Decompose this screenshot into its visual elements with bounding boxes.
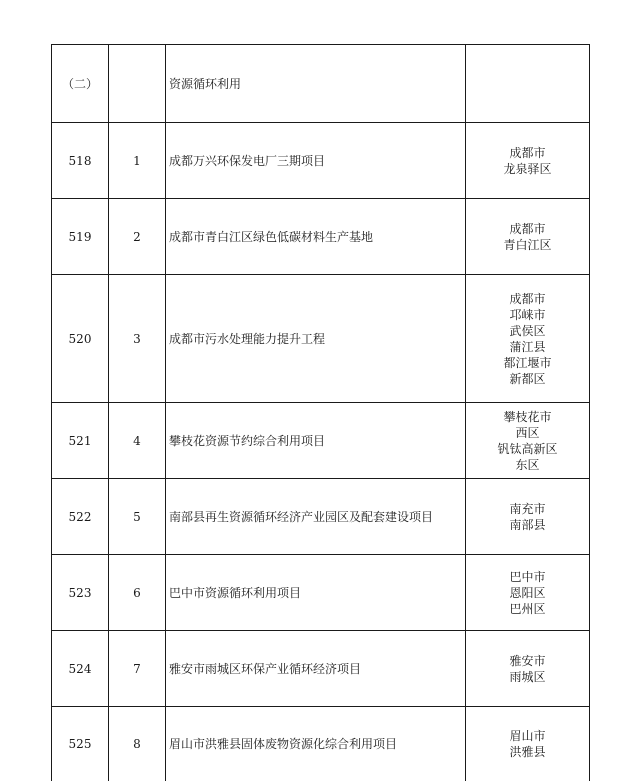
table-row [52,707,590,781]
project-name: 巴中市资源循环利用项目 [166,555,466,631]
row-index: 1 [109,123,166,199]
section-index [109,45,166,123]
project-location [466,631,590,707]
location-line: 巴州区 [509,601,546,616]
row-number: 523 [52,555,109,631]
project-location [466,275,590,403]
project-location [466,403,590,479]
project-name: 攀枝花资源节约综合利用项目 [166,403,466,479]
location-line: 青白江区 [503,237,552,252]
table-row [52,631,590,707]
section-number: （二） [52,45,109,123]
project-name: 眉山市洪雅县固体废物资源化综合利用项目 [166,707,466,781]
row-number: 524 [52,631,109,707]
row-index: 2 [109,199,166,275]
location-line: 都江堰市 [503,355,552,370]
table-row [52,403,590,479]
project-location [466,707,590,781]
location-line: 眉山市 [509,728,546,743]
location-line: 龙泉驿区 [503,161,552,176]
location-line: 雨城区 [509,669,546,684]
project-name: 成都市青白江区绿色低碳材料生产基地 [166,199,466,275]
project-location [466,555,590,631]
location-line: 成都市 [509,291,546,306]
location-line: 雅安市 [509,653,546,668]
location-line: 钒钛高新区 [497,441,558,456]
table-row [52,199,590,275]
row-index: 7 [109,631,166,707]
project-name: 成都万兴环保发电厂三期项目 [166,123,466,199]
location-line: 南充市 [509,501,546,516]
row-index: 5 [109,479,166,555]
section-title: 资源循环利用 [166,45,466,123]
section-row [52,45,590,123]
row-number: 521 [52,403,109,479]
project-location [466,123,590,199]
table-row [52,275,590,403]
project-name: 成都市污水处理能力提升工程 [166,275,466,403]
project-name: 南部县再生资源循环经济产业园区及配套建设项目 [166,479,466,555]
location-line: 巴中市 [509,569,546,584]
location-line: 武侯区 [509,323,546,338]
location-line: 恩阳区 [509,585,546,600]
table-row [52,123,590,199]
section-location [466,45,590,123]
table-row [52,479,590,555]
location-line: 攀枝花市 [503,409,552,424]
location-line: 蒲江县 [509,339,546,354]
project-location [466,199,590,275]
row-number: 519 [52,199,109,275]
row-index: 3 [109,275,166,403]
location-line: 东区 [515,457,540,472]
project-location [466,479,590,555]
row-number: 522 [52,479,109,555]
location-line: 成都市 [509,145,546,160]
location-line: 成都市 [509,221,546,236]
row-index: 6 [109,555,166,631]
location-line: 邛崃市 [509,307,546,322]
project-name: 雅安市雨城区环保产业循环经济项目 [166,631,466,707]
row-index: 8 [109,707,166,781]
row-index: 4 [109,403,166,479]
location-line: 西区 [515,425,540,440]
row-number: 518 [52,123,109,199]
location-line: 新都区 [509,371,546,386]
row-number: 520 [52,275,109,403]
location-line: 南部县 [509,517,546,532]
location-line: 洪雅县 [509,744,546,759]
project-table [51,44,590,781]
row-number: 525 [52,707,109,781]
table-row [52,555,590,631]
